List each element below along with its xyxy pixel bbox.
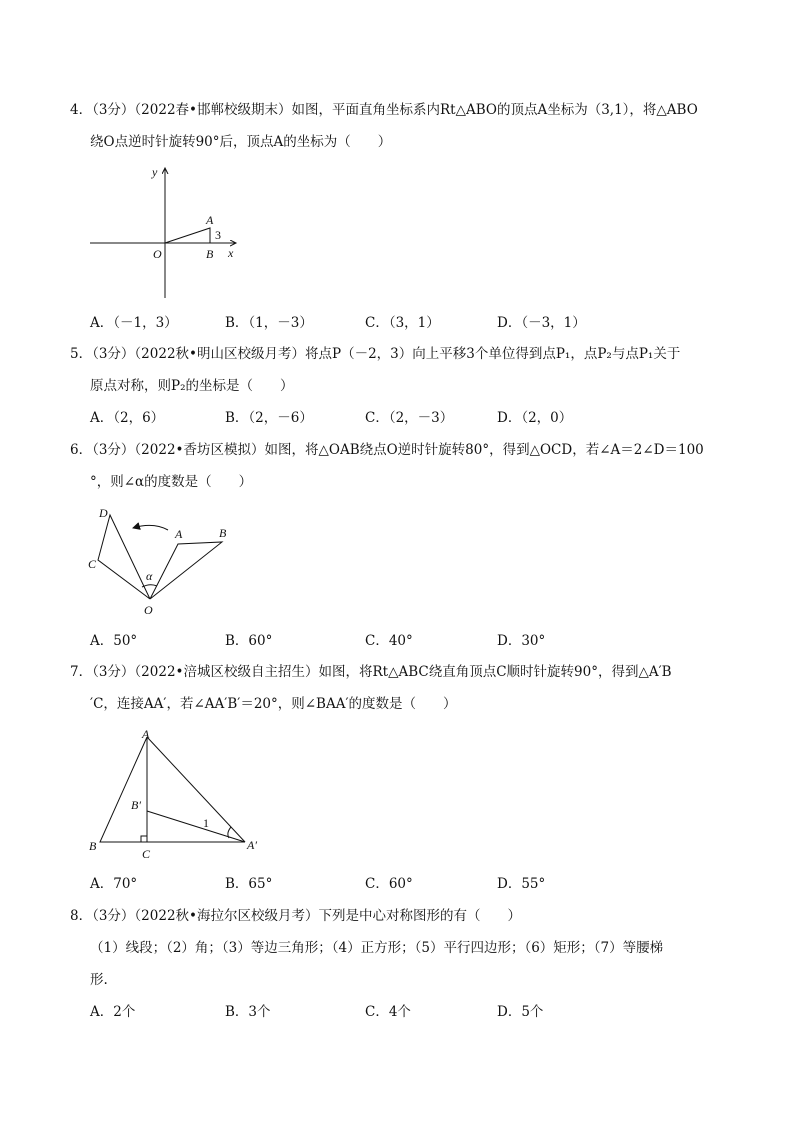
q7-figure-right-triangle [85, 725, 275, 865]
q7-option-d[interactable]: D．55° [497, 876, 546, 892]
q4-option-a[interactable]: A．（－1，3） [90, 315, 178, 331]
q7-label-Bprime: B′ [131, 798, 141, 812]
q6-label-O: O [144, 603, 153, 617]
q4-option-d[interactable]: D．（－3，1） [497, 315, 586, 331]
q4-stem-line2: 绕O点逆时针旋转90°后，顶点A的坐标为（ ） [90, 134, 392, 150]
q4-stem-line1: 4．（3分）（2022春•邯郸校级期末）如图，平面直角坐标系内Rt△ABO的顶点A坐标为（3,1），将△ABO [70, 102, 698, 118]
q6-stem-line1: 6．（3分）（2022•香坊区模拟）如图，将△OAB绕点O逆时针旋转80°，得到△OCD，若∠A＝2∠D＝100 [70, 442, 704, 458]
q8-stem-line3: 形. [90, 972, 108, 988]
q8-stem-line1: 8．（3分）（2022秋•海拉尔区校级月考）下列是中心对称图形的有（ ） [70, 908, 521, 924]
q6-label-alpha: α [146, 569, 153, 583]
q4-label-B: B [206, 247, 214, 261]
q6-label-A: A [175, 527, 183, 541]
q7-option-a[interactable]: A．70° [90, 876, 138, 892]
q4-triangle-ABO [165, 228, 210, 243]
q7-option-c[interactable]: C．60° [365, 876, 413, 892]
q7-angle-1-arc [228, 827, 231, 838]
q7-option-b[interactable]: B．65° [225, 876, 273, 892]
q6-triangle-OAB [150, 542, 222, 599]
q6-option-a[interactable]: A．50° [90, 633, 138, 649]
q5-option-c[interactable]: C．（2，－3） [365, 410, 454, 426]
q4-figure-coordinate-plane [88, 160, 248, 300]
q4-label-3: 3 [215, 228, 221, 242]
q8-option-a[interactable]: A．2个 [90, 1004, 136, 1020]
q6-stem-line2: °，则∠α的度数是（ ） [90, 474, 253, 490]
q8-option-d[interactable]: D．5个 [497, 1004, 544, 1020]
q6-label-B: B [219, 526, 227, 540]
q5-option-b[interactable]: B．（2，－6） [225, 410, 313, 426]
q7-stem-line2: ′C，连接AA′，若∠AA′B′＝20°，则∠BAA′的度数是（ ） [90, 696, 457, 712]
q6-figure-rotation [85, 500, 265, 620]
q7-label-Aprime: A′ [247, 838, 257, 852]
q5-option-a[interactable]: A．（2，6） [90, 410, 165, 426]
q4-label-y: y [152, 165, 158, 179]
q7-label-C: C [142, 847, 151, 861]
q6-option-d[interactable]: D．30° [497, 633, 546, 649]
q7-right-angle-mark [141, 836, 147, 842]
q8-option-c[interactable]: C．4个 [365, 1004, 411, 1020]
q5-stem-line2: 原点对称，则P₂的坐标是（ ） [90, 378, 294, 394]
q4-option-b[interactable]: B．（1，－3） [225, 315, 313, 331]
q5-option-d[interactable]: D．（2，0） [497, 410, 573, 426]
q7-triangle-ABC [100, 737, 147, 842]
q6-label-D: D [99, 506, 108, 520]
q6-rotation-arrow [133, 525, 168, 530]
q8-option-b[interactable]: B．3个 [225, 1004, 271, 1020]
q4-label-A: A [206, 213, 214, 227]
q6-option-c[interactable]: C．40° [365, 633, 413, 649]
q4-option-c[interactable]: C．（3，1） [365, 315, 440, 331]
q7-label-1: 1 [203, 816, 209, 830]
q7-label-A: A [142, 727, 150, 741]
q4-label-x: x [228, 246, 234, 260]
q6-label-C: C [88, 557, 97, 571]
q5-stem-line1: 5．（3分）（2022秋•明山区校级月考）将点P（－2，3）向上平移3个单位得到点P₁，点P₂与点P₁关于 [70, 346, 681, 362]
q7-stem-line1: 7．（3分）（2022•涪城区校级自主招生）如图，将Rt△ABC绕直角顶点C顺时针旋转90°，得到△A′B [70, 664, 672, 680]
q8-stem-line2: （1）线段；（2）角；（3）等边三角形；（4）正方形；（5）平行四边形；（6）矩形；（7）等腰梯 [90, 940, 664, 956]
q4-label-O: O [153, 247, 162, 261]
q7-label-B: B [89, 839, 97, 853]
q6-option-b[interactable]: B．60° [225, 633, 273, 649]
